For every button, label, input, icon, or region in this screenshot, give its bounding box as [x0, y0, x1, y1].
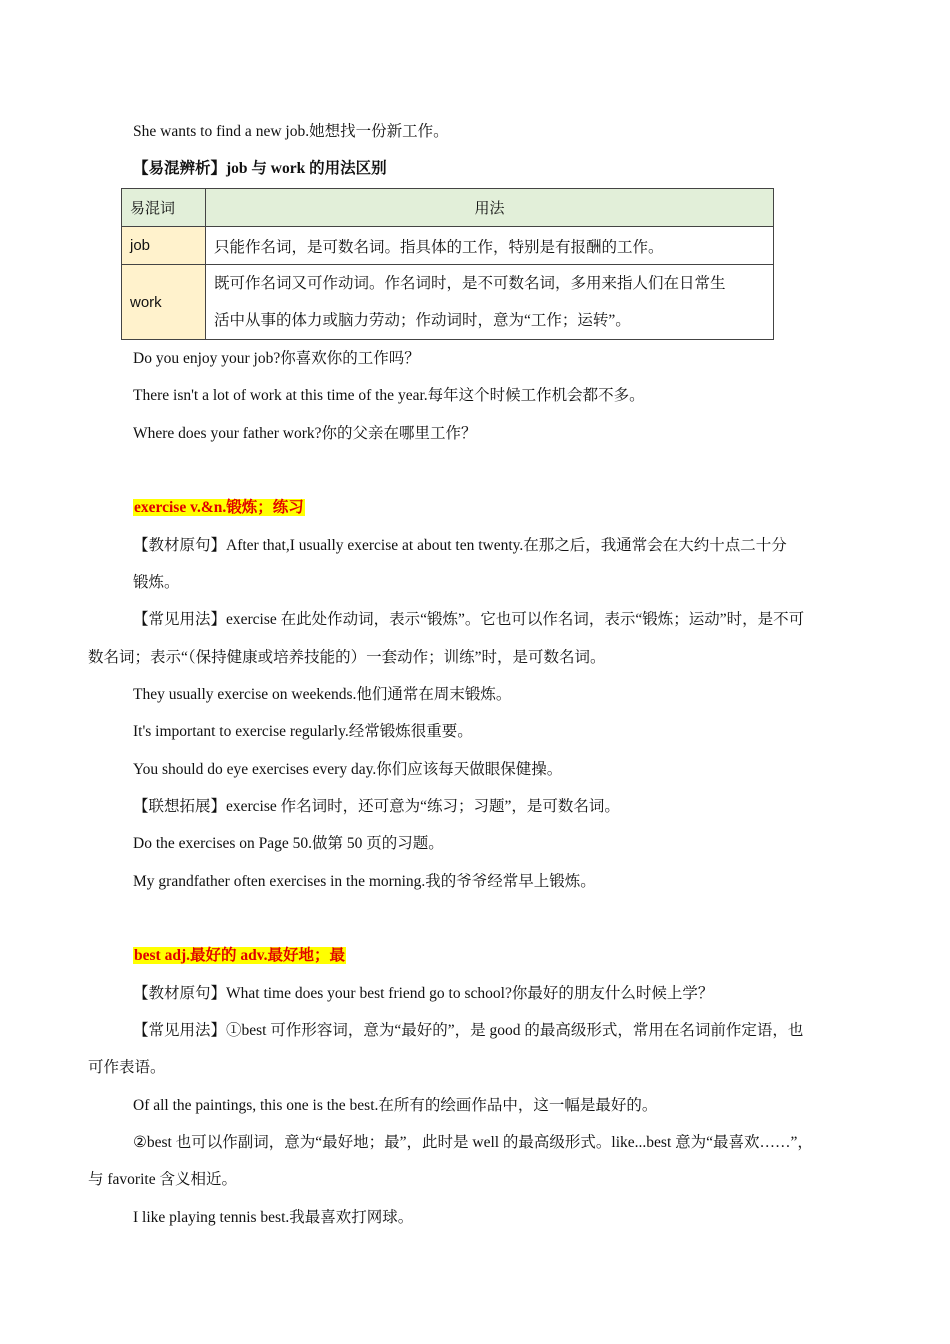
- table-row: [122, 265, 774, 340]
- usage-paragraph-cont: 可作表语。: [88, 1059, 166, 1076]
- table-cell-word: job: [122, 227, 206, 265]
- example-sentence: Where does your father work?你的父亲在哪里工作？: [133, 425, 477, 442]
- table-row: [122, 227, 774, 265]
- usage-paragraph: ②best 也可以作副词，意为“最好地；最”，此时是 well 的最高级形式。like...best 意为“最喜欢……”，: [133, 1134, 813, 1151]
- example-sentence: Of all the paintings, this one is the best.在所有的绘画作品中，这一幅是最好的。: [133, 1097, 658, 1114]
- textbook-sentence: 【教材原句】What time does your best friend go to school?你最好的朋友什么时候上学？: [133, 985, 714, 1002]
- usage-paragraph: 【常见用法】exercise 在此处作动词，表示“锻炼”。它也可以作名词，表示“锻炼；运动”时，是不可: [133, 611, 805, 628]
- example-sentence: It's important to exercise regularly.经常锻炼很重要。: [133, 723, 473, 740]
- word-heading-exercise: [133, 498, 305, 518]
- word-heading-best: [133, 946, 346, 966]
- table-cell-usage: [206, 227, 774, 265]
- usage-paragraph-cont: 与 favorite 含义相近。: [88, 1171, 237, 1188]
- example-sentence: Do the exercises on Page 50.做第 50 页的习题。: [133, 835, 444, 852]
- example-sentence: They usually exercise on weekends.他们通常在周末锻炼。: [133, 686, 512, 703]
- textbook-sentence: 【教材原句】After that,I usually exercise at about ten twenty.在那之后，我通常会在大约十点二十分: [133, 537, 787, 554]
- example-sentence: My grandfather often exercises in the morning.我的爷爷经常早上锻炼。: [133, 873, 596, 890]
- comparison-table: [121, 188, 774, 340]
- example-sentence: I like playing tennis best.我最喜欢打网球。: [133, 1209, 414, 1226]
- usage-paragraph: 【常见用法】①best 可作形容词，意为“最好的”，是 good 的最高级形式，常用在名词前作定语，也: [133, 1022, 804, 1039]
- example-sentence: Do you enjoy your job?你喜欢你的工作吗？: [133, 350, 420, 367]
- highlighted-heading: best adj.最好的 adv.最好地；最: [134, 947, 345, 964]
- table-header-cell: 用法: [206, 189, 774, 227]
- highlighted-heading: exercise v.&n.锻炼；练习: [134, 499, 304, 516]
- text-continuation: 锻炼。: [133, 574, 180, 591]
- example-sentence: You should do eye exercises every day.你们应该每天做眼保健操。: [133, 761, 563, 778]
- example-sentence: She wants to find a new job.她想找一份新工作。: [133, 123, 449, 140]
- table-header-cell: 易混词: [122, 189, 206, 227]
- usage-paragraph-cont: 数名词；表示“（保持健康或培养技能的）一套动作；训练”时，是可数名词。: [88, 649, 606, 666]
- example-sentence: There isn't a lot of work at this time of the year.每年这个时候工作机会都不多。: [133, 387, 645, 404]
- usage-text: 既可作名词又可作动词。作名词时，是不可数名词，多用来指人们在日常生: [214, 275, 726, 292]
- section-title-confusion: 【易混辨析】job 与 work 的用法区别: [133, 160, 387, 177]
- table-cell-usage: [206, 265, 774, 340]
- usage-text: 活中从事的体力或脑力劳动；作动词时，意为“工作；运转”。: [214, 312, 631, 329]
- usage-text: 只能作名词，是可数名词。指具体的工作，特别是有报酬的工作。: [214, 238, 664, 256]
- table-header-row: [122, 189, 774, 227]
- extension-paragraph: 【联想拓展】exercise 作名词时，还可意为“练习；习题”，是可数名词。: [133, 798, 620, 815]
- table-cell-word: work: [122, 265, 206, 340]
